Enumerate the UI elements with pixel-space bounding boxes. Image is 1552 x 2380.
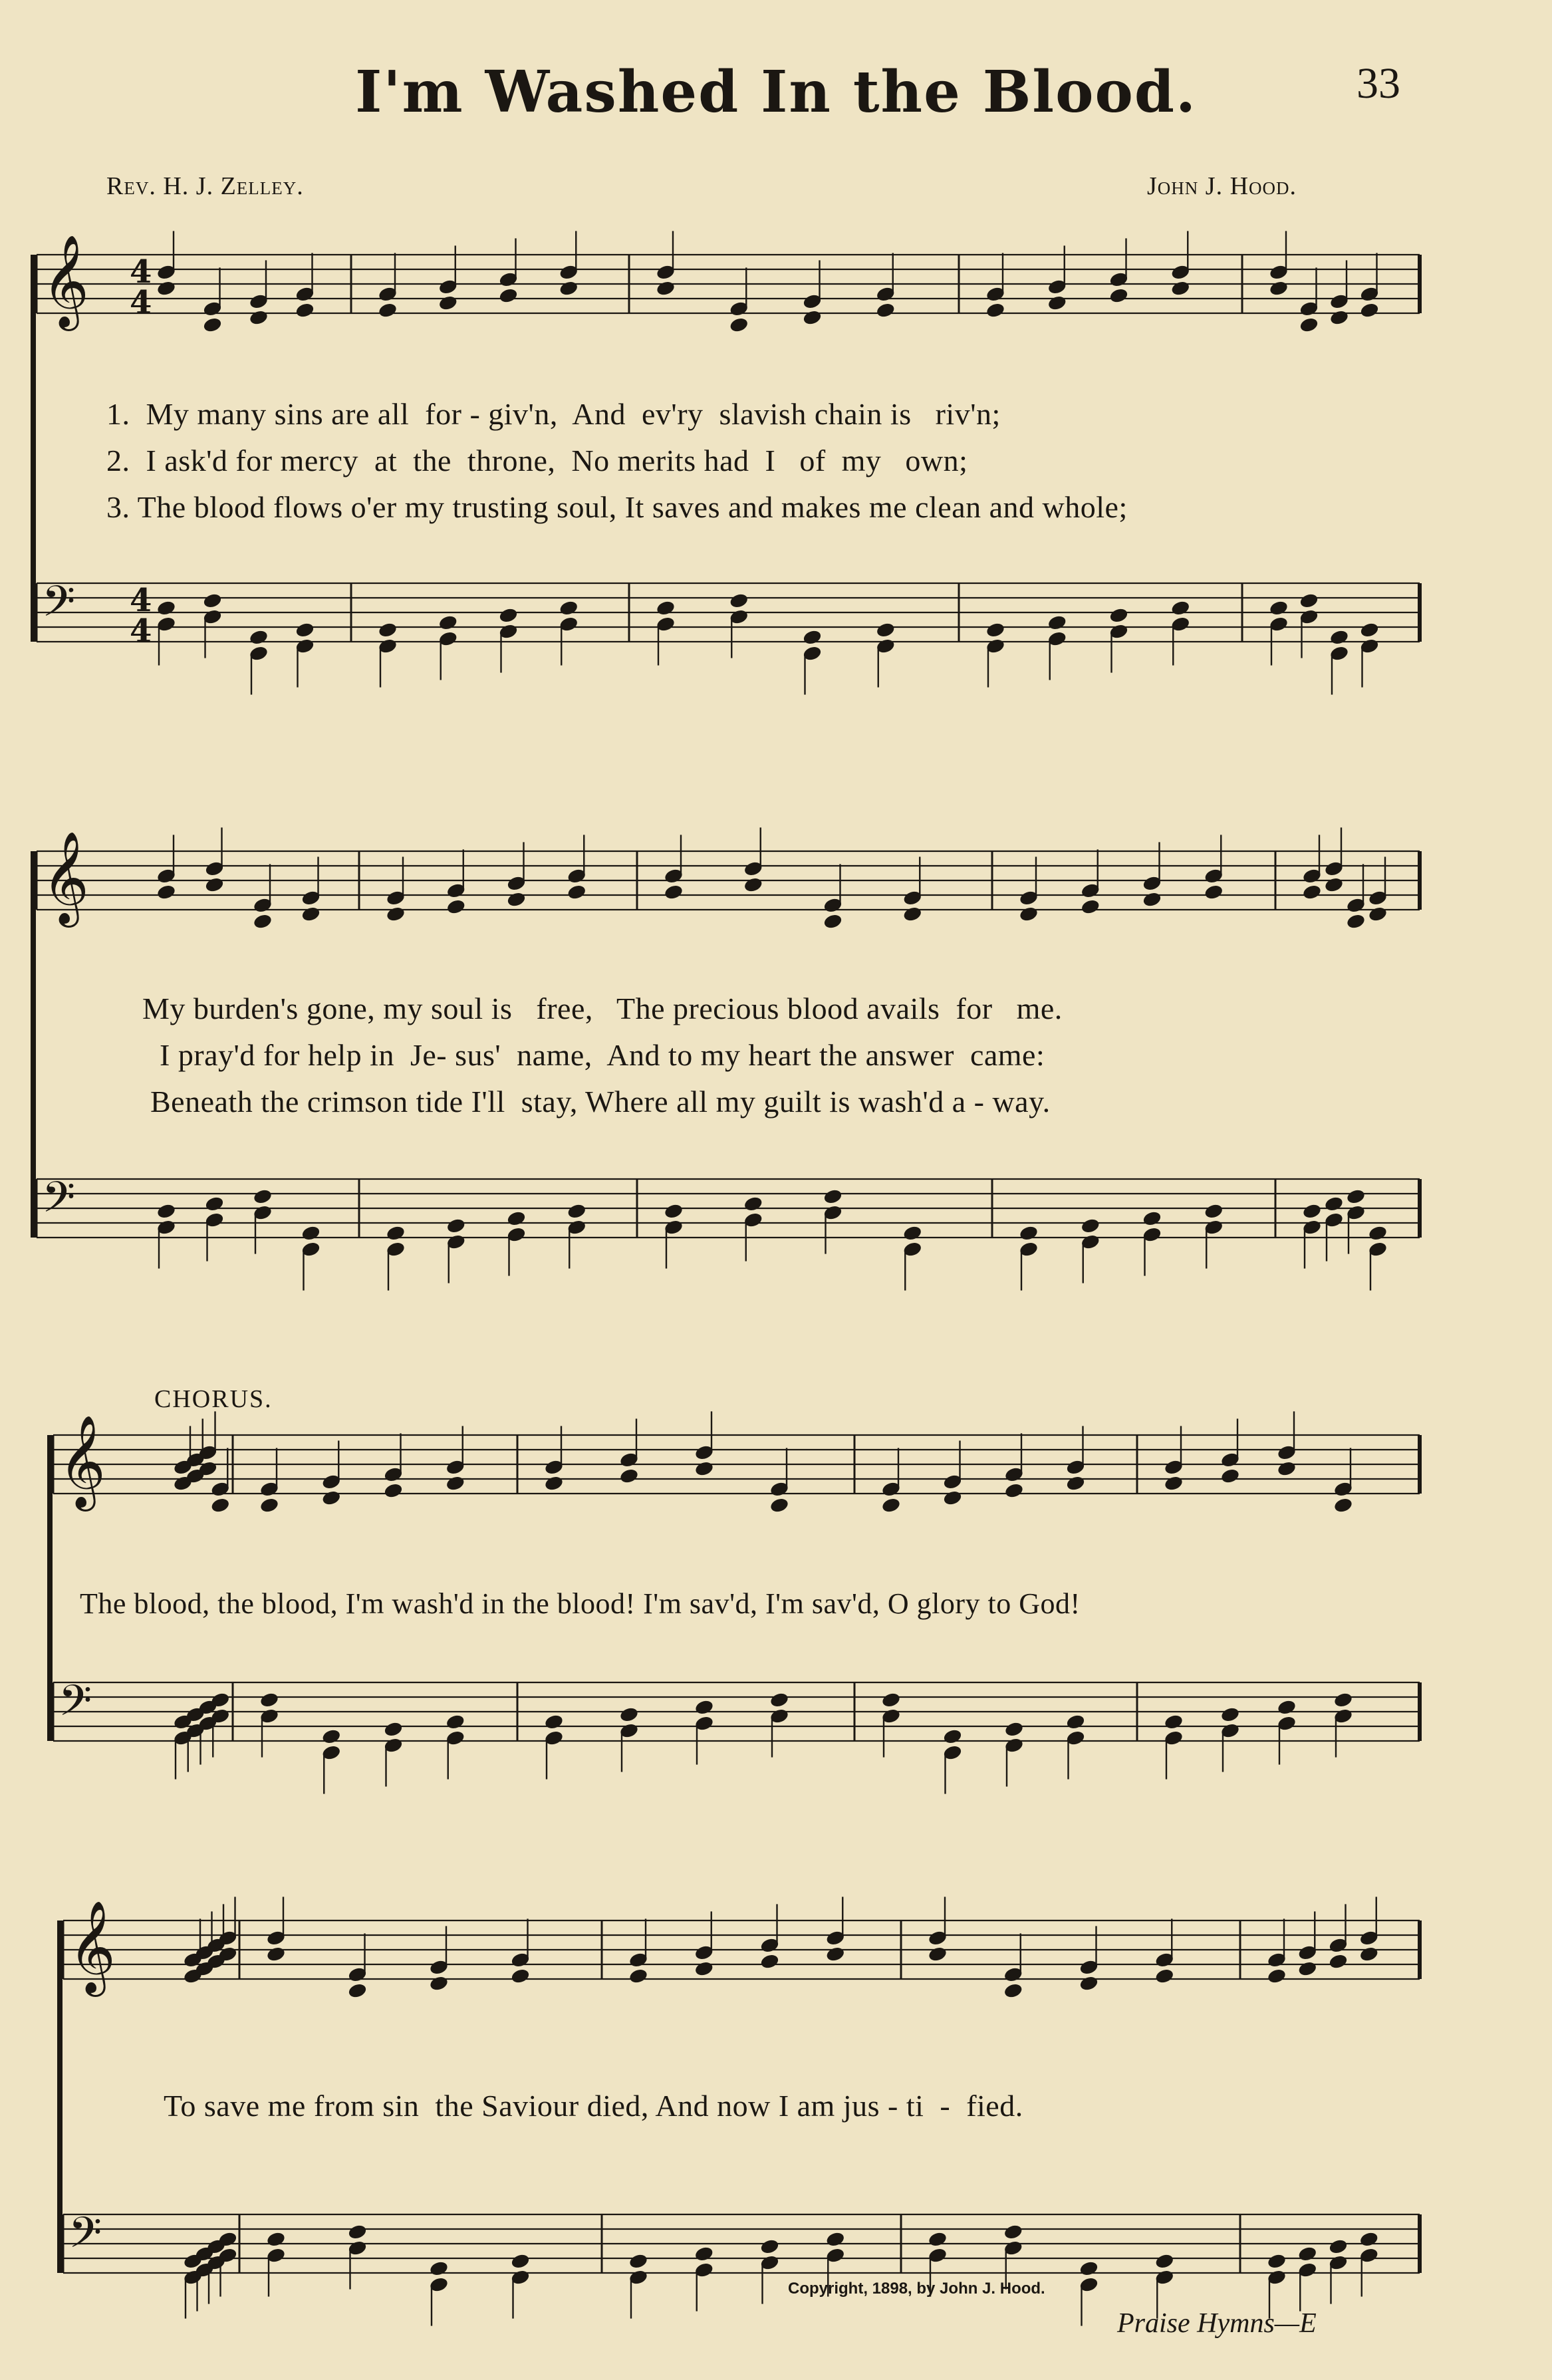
note-head xyxy=(1359,302,1380,319)
verse-line-3b: Beneath the crimson tide I'll stay, Where all my guilt is wash'd a - way. xyxy=(150,1085,1051,1119)
treble-clef: 𝄞 xyxy=(42,235,89,327)
note-head xyxy=(1277,1698,1297,1716)
note-head xyxy=(1329,628,1350,646)
note-head xyxy=(1220,1706,1241,1723)
note-head xyxy=(1080,898,1100,916)
note-head xyxy=(567,884,587,901)
note-head xyxy=(1333,1497,1354,1514)
note-head xyxy=(1328,2238,1349,2255)
note-head xyxy=(825,1946,846,1963)
note-head xyxy=(1170,280,1191,297)
note-head xyxy=(1299,592,1319,609)
note-head xyxy=(249,309,269,327)
note-head xyxy=(266,1946,287,1963)
note-head xyxy=(510,1968,531,1985)
note-head xyxy=(875,302,896,319)
note-head xyxy=(1065,1475,1086,1492)
note-head xyxy=(1297,2245,1318,2262)
note-head xyxy=(743,1195,763,1212)
note-head xyxy=(544,1475,565,1492)
note-head xyxy=(204,876,225,894)
note-head xyxy=(1142,891,1162,908)
note-head xyxy=(1277,1460,1297,1478)
note-head xyxy=(985,302,1006,319)
note-head xyxy=(1359,621,1380,638)
note-head xyxy=(881,1497,902,1514)
hymn-title: I'm Washed In the Blood. xyxy=(355,59,1197,126)
note-head xyxy=(295,302,315,319)
note-head xyxy=(156,280,177,297)
bass-clef: 𝄢 xyxy=(59,1676,92,1736)
note-head xyxy=(759,1953,780,1970)
note-head xyxy=(1108,287,1129,305)
note-head xyxy=(759,2238,780,2255)
note-head xyxy=(628,2252,649,2270)
note-head xyxy=(1079,2260,1099,2277)
note-head xyxy=(429,1975,450,1992)
note-head xyxy=(1154,2252,1175,2270)
note-head xyxy=(1019,906,1039,923)
note-head xyxy=(875,621,896,638)
time-signature-top: 4 xyxy=(130,253,152,291)
note-head xyxy=(1368,906,1388,923)
note-head xyxy=(928,2230,948,2248)
note-head xyxy=(1079,1975,1099,1992)
note-head xyxy=(249,628,269,646)
note-head xyxy=(1368,1224,1388,1242)
note-head xyxy=(729,317,749,334)
note-head xyxy=(378,302,398,319)
note-head xyxy=(156,1202,177,1220)
note-head xyxy=(301,1224,321,1242)
note-head xyxy=(1346,1188,1366,1205)
author-credit: Rev. H. J. Zelley. xyxy=(106,172,304,200)
note-head xyxy=(506,891,527,908)
note-head xyxy=(259,1691,280,1708)
staff-systems xyxy=(33,231,1420,2325)
verse-line-2b: I pray'd for help in Je- sus' name, And to my heart the answer came: xyxy=(160,1038,1045,1072)
note-head xyxy=(1333,1691,1354,1708)
note-head xyxy=(253,913,273,930)
note-head xyxy=(383,1482,404,1500)
chorus-label: CHORUS. xyxy=(154,1385,273,1413)
note-head xyxy=(498,287,519,305)
treble-clef: 𝄞 xyxy=(68,1901,116,1993)
note-head xyxy=(1170,599,1191,616)
note-head xyxy=(729,592,749,609)
note-head xyxy=(823,1188,843,1205)
note-head xyxy=(902,906,923,923)
note-head xyxy=(1267,1968,1287,1985)
note-head xyxy=(1164,1713,1184,1730)
note-head xyxy=(321,1490,342,1507)
verse-line-1b: My burden's gone, my soul is free, The precious blood avails for me. xyxy=(142,992,1063,1025)
note-head xyxy=(204,1195,225,1212)
note-head xyxy=(1297,1960,1318,1978)
note-head xyxy=(656,599,676,616)
time-signature-bottom: 4 xyxy=(130,612,152,650)
note-head xyxy=(743,876,763,894)
note-head xyxy=(429,2260,450,2277)
note-head xyxy=(769,1497,790,1514)
note-head xyxy=(210,1497,231,1514)
chorus-line-1: The blood, the blood, I'm wash'd in the blood! I'm sav'd, I'm sav'd, O glory to God! xyxy=(80,1587,1081,1620)
note-head xyxy=(1019,1224,1039,1242)
page-number: 33 xyxy=(1357,59,1400,108)
note-head xyxy=(383,1720,404,1738)
note-head xyxy=(567,1202,587,1220)
note-head xyxy=(1003,2223,1023,2240)
note-head xyxy=(253,1188,273,1205)
note-head xyxy=(769,1691,790,1708)
bass-clef: 𝄢 xyxy=(68,2208,102,2268)
note-head xyxy=(544,1713,565,1730)
note-head xyxy=(902,1224,923,1242)
note-head xyxy=(656,280,676,297)
note-head xyxy=(156,599,177,616)
note-head xyxy=(559,280,579,297)
note-head xyxy=(825,2230,846,2248)
note-head xyxy=(1154,1968,1175,1985)
note-head xyxy=(438,295,458,312)
note-head xyxy=(1269,280,1289,297)
note-head xyxy=(619,1706,640,1723)
note-head xyxy=(664,884,684,901)
note-head xyxy=(619,1468,640,1485)
time-signature-bottom: 4 xyxy=(130,284,152,321)
note-head xyxy=(321,1728,342,1745)
note-head xyxy=(1358,2230,1379,2248)
verse-line-2a: 2. I ask'd for mercy at the throne, No merits had I of my own; xyxy=(106,444,968,477)
note-head xyxy=(445,1713,465,1730)
note-head xyxy=(156,884,177,901)
note-head xyxy=(1302,1202,1323,1220)
bass-clef: 𝄢 xyxy=(42,577,76,637)
note-head xyxy=(1164,1475,1184,1492)
note-head xyxy=(1080,1217,1100,1234)
note-head xyxy=(1065,1713,1086,1730)
note-head xyxy=(694,1960,714,1978)
note-head xyxy=(1047,614,1067,631)
note-head xyxy=(446,898,466,916)
note-head xyxy=(559,599,579,616)
note-head xyxy=(386,906,406,923)
note-head xyxy=(1108,606,1129,624)
note-head xyxy=(942,1728,963,1745)
treble-clef: 𝄞 xyxy=(59,1415,106,1508)
note-head xyxy=(1003,1982,1023,2000)
note-head xyxy=(1358,1946,1379,1963)
note-head xyxy=(694,1698,715,1716)
note-head xyxy=(378,621,398,638)
note-head xyxy=(498,606,519,624)
note-head xyxy=(694,1460,715,1478)
copyright-notice: Copyright, 1898, by John J. Hood. xyxy=(788,2280,1045,2298)
note-head xyxy=(1346,913,1366,930)
note-head xyxy=(438,614,458,631)
note-head xyxy=(301,906,321,923)
composer-credit: John J. Hood. xyxy=(1147,172,1297,200)
note-head xyxy=(1220,1468,1241,1485)
note-head xyxy=(664,1202,684,1220)
note-head xyxy=(1204,1202,1224,1220)
note-head xyxy=(985,621,1006,638)
note-head xyxy=(386,1224,406,1242)
note-head xyxy=(1299,317,1319,334)
note-head xyxy=(942,1490,963,1507)
verse-line-1a: 1. My many sins are all for - giv'n, And ev'ry slavish chain is riv'n; xyxy=(106,397,1001,431)
note-head xyxy=(1324,1195,1345,1212)
note-head xyxy=(1267,2252,1287,2270)
note-head xyxy=(694,2245,714,2262)
note-head xyxy=(510,2252,531,2270)
note-head xyxy=(347,1982,368,2000)
note-head xyxy=(202,592,223,609)
bass-clef: 𝄢 xyxy=(42,1173,76,1233)
footer-signature: Praise Hymns—E xyxy=(1117,2308,1317,2339)
verse-line-3a: 3. The blood flows o'er my trusting soul, It saves and makes me clean and whole; xyxy=(106,490,1128,524)
note-head xyxy=(1269,599,1289,616)
note-head xyxy=(802,309,823,327)
note-head xyxy=(259,1497,280,1514)
note-head xyxy=(202,317,223,334)
note-head xyxy=(445,1475,465,1492)
note-head xyxy=(823,913,843,930)
note-head xyxy=(881,1691,902,1708)
note-head xyxy=(506,1210,527,1227)
note-head xyxy=(1004,1482,1025,1500)
note-head xyxy=(1328,1953,1349,1970)
chorus-line-2: To save me from sin the Saviour died, And now I am jus - ti - fied. xyxy=(164,2089,1023,2123)
note-head xyxy=(628,1968,649,1985)
note-head xyxy=(1324,876,1345,894)
note-head xyxy=(1302,884,1323,901)
time-signature-top: 4 xyxy=(130,582,152,619)
note-head xyxy=(1204,884,1224,901)
note-head xyxy=(295,621,315,638)
note-head xyxy=(1047,295,1067,312)
note-head xyxy=(1004,1720,1025,1738)
note-head xyxy=(1142,1210,1162,1227)
treble-clef: 𝄞 xyxy=(42,831,89,924)
note-head xyxy=(928,1946,948,1963)
note-head xyxy=(266,2230,287,2248)
note-head xyxy=(1329,309,1350,327)
note-head xyxy=(446,1217,466,1234)
note-head xyxy=(802,628,823,646)
note-head xyxy=(347,2223,368,2240)
